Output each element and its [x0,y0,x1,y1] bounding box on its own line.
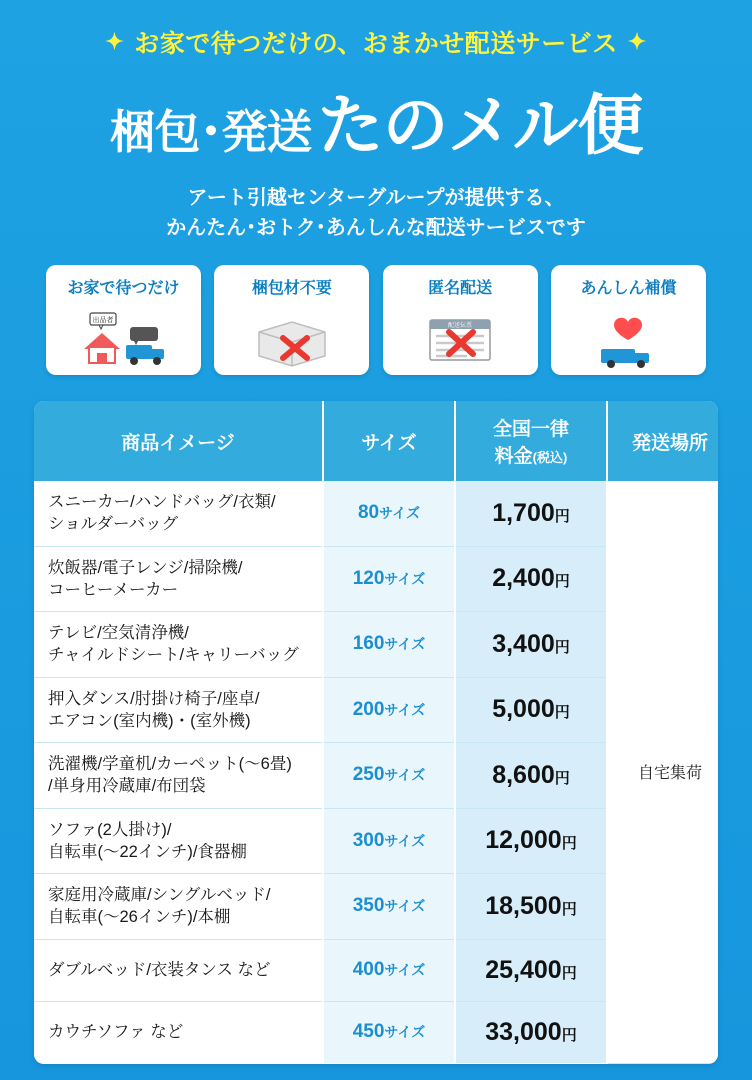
box-x-icon [214,302,369,375]
item-line-1: テレビ/空気清浄機/ [48,624,189,643]
cell-item [34,677,323,743]
cell-price [455,743,607,809]
size-value: 300 [352,829,385,851]
size-unit: サイズ [384,898,426,915]
feature-label: 匿名配送 [428,280,493,297]
item-line-1: 押入ダンス/肘掛け椅子/座卓/ [48,689,260,708]
size-unit: サイズ [384,962,426,979]
size-value: 200 [352,698,385,720]
price-table [34,401,718,1064]
price-value: 33,000 [485,1017,562,1046]
feature-card-list [46,265,706,375]
tagline-text: お家で待つだけの、おまかせ配送サービス [134,30,618,58]
page-title [0,72,752,167]
price-unit: 円 [561,835,577,853]
cell-price [455,874,607,940]
cell-size [323,939,455,1001]
svg-text:配送伝票: 配送伝票 [448,322,473,329]
item-line-1: ダブルベッド/衣装タンス など [48,961,271,980]
svg-text:出品者: 出品者 [92,316,113,324]
sparkle-right-icon: ✦ [627,29,647,54]
slip-x-icon [383,302,538,375]
cell-item [34,743,323,809]
price-unit: 円 [554,573,570,591]
price-unit: 円 [554,769,570,787]
size-unit: サイズ [384,636,426,653]
cell-size [323,546,455,612]
price-value: 12,000 [485,826,562,855]
table-header-row [34,401,718,481]
item-line-1: 炊飯器/電子レンジ/掃除機/ [48,558,243,577]
price-value: 2,400 [492,564,555,593]
cell-size [323,612,455,678]
price-unit: 円 [561,1026,577,1044]
cell-item [34,546,323,612]
cell-price [455,612,607,678]
version-note: 2025年2月版 [637,1044,718,1060]
header-price [455,401,607,481]
feature-label: 梱包材不要 [251,280,332,297]
cell-item [34,612,323,678]
price-unit: 円 [561,900,577,918]
cell-price [455,1001,607,1063]
cell-price [455,808,607,874]
header-price-line-2: 料金 [494,446,533,467]
cell-price [455,481,607,546]
cell-size [323,481,455,546]
cell-price [455,677,607,743]
size-value: 250 [352,764,385,786]
item-line-2: 自転車(〜22インチ)/食器棚 [48,842,247,861]
price-unit: 円 [554,507,570,525]
cell-item [34,1001,323,1063]
cell-size [323,874,455,940]
table-body [34,481,718,1063]
size-unit: サイズ [384,767,426,784]
cell-size [323,743,455,809]
cell-size [323,808,455,874]
size-unit: サイズ [384,1024,426,1041]
price-unit: 円 [554,704,570,722]
price-unit: 円 [554,638,570,656]
size-unit: サイズ [384,832,426,849]
header-price-tax: (税込) [532,450,568,465]
item-line-2: 自転車(〜26インチ)/本棚 [48,908,231,927]
size-value: 350 [352,895,385,917]
title-main: たのメル便 [317,88,643,162]
size-value: 450 [352,1021,385,1043]
item-line-2: /単身用冷蔵庫/布団袋 [48,777,206,796]
table-row [34,481,718,546]
price-value: 25,400 [485,955,562,984]
price-value: 1,700 [492,498,555,527]
tagline [0,24,752,60]
item-line-1: スニーカー/ハンドバッグ/衣類/ [48,493,276,511]
cell-item [34,939,323,1001]
feature-card-anonymous-delivery [383,265,538,375]
header-place: 発送場所 [607,401,718,481]
item-line-1: カウチソファ など [48,1023,184,1042]
item-line-1: 洗濯機/学童机/カーペット(〜6畳) [48,755,292,774]
house-truck-icon [46,302,201,375]
feature-label: お家で待つだけ [67,280,180,297]
header [0,0,752,243]
item-line-2: ショルダーバッグ [48,515,179,534]
truck-heart-icon [551,302,706,375]
item-line-1: 家庭用冷蔵庫/シングルベッド/ [48,886,271,905]
size-unit: サイズ [379,505,421,522]
price-unit: 円 [561,964,577,982]
price-value: 5,000 [492,695,555,724]
title-prefix: 梱包･発送 [109,106,312,158]
item-line-2: エアコン(室内機)・(室外機) [48,711,251,730]
price-value: 18,500 [485,891,562,920]
size-value: 120 [352,567,385,589]
header-size: サイズ [323,401,455,481]
sparkle-left-icon: ✦ [105,29,125,54]
item-line-1: ソファ(2人掛け)/ [48,820,172,839]
header-item: 商品イメージ [34,401,323,481]
subtitle-line-2: かんたん･おトク･あんしんな配送サービスです [166,217,586,239]
cell-size [323,1001,455,1063]
subtitle-line-1: アート引越センターグループが提供する、 [187,187,565,209]
cell-price [455,939,607,1001]
size-value: 80 [357,502,380,524]
cell-price [455,546,607,612]
header-price-line-1: 全国一律 [492,419,569,440]
price-value: 8,600 [492,760,555,789]
feature-card-wait-at-home [46,265,201,375]
item-line-2: チャイルドシート/キャリーバッグ [48,646,299,665]
feature-label: あんしん補償 [580,280,677,297]
cell-item [34,874,323,940]
cell-place: 自宅集荷 [607,481,718,1063]
price-value: 3,400 [492,629,555,658]
size-unit: サイズ [384,570,426,587]
size-value: 160 [352,633,385,655]
cell-item [34,808,323,874]
size-value: 400 [352,959,385,981]
item-line-2: コーヒーメーカー [48,580,179,599]
feature-card-no-packing [214,265,369,375]
subtitle [0,183,752,243]
cell-size [323,677,455,743]
feature-card-insurance [551,265,706,375]
size-unit: サイズ [384,701,426,718]
cell-item [34,481,323,546]
